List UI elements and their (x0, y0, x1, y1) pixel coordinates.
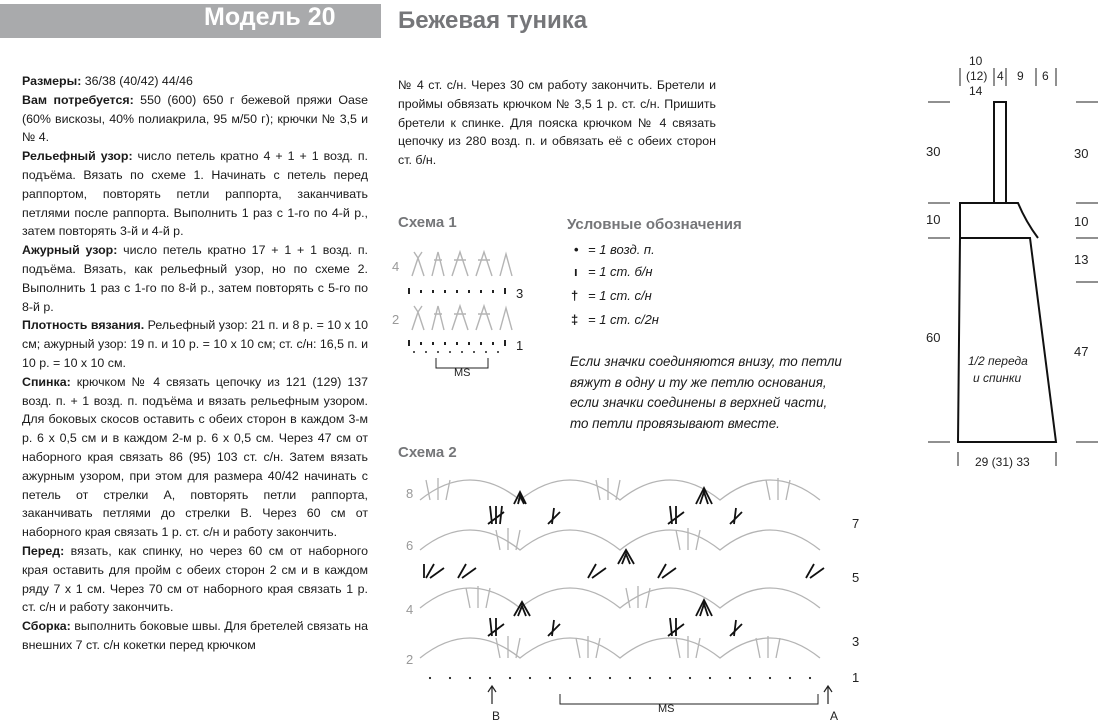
scheme-2-row-3: 3 (852, 634, 860, 649)
tr-symbol: ‡ (571, 312, 579, 327)
scheme-1-row-4: 4 (392, 259, 400, 274)
scheme-2-row-4: 4 (406, 602, 414, 617)
top-size-2: (12) (966, 69, 988, 83)
legend-chain: = 1 возд. п. (588, 242, 655, 257)
legend-sc: = 1 ст. б/н (588, 264, 653, 279)
scheme-2-title: Схема 2 (398, 444, 457, 461)
scheme-2-row-8: 8 (406, 486, 414, 501)
scheme-2-rapport: MS (658, 703, 675, 715)
model-number: Модель 20 (204, 3, 336, 31)
materials-paragraph: Вам потребуется: 550 (600) 650 г бежевой пряжи Oase (60% вискозы, 40% полиакрила, 95 м/50 г); крючки № 3,5 и № 4. (22, 92, 369, 145)
dc-symbol: † (571, 288, 579, 303)
legend-title: Условные обозначения (567, 216, 742, 233)
scheme-2-row-5: 5 (852, 570, 860, 585)
scheme-2-row-7: 7 (852, 516, 860, 531)
right-30: 30 (1074, 146, 1089, 161)
sc-symbol: ı (574, 264, 578, 279)
chain-symbol: • (574, 242, 579, 257)
sizes-paragraph: Размеры: 36/38 (40/42) 44/46 (22, 74, 193, 88)
garment-schematic (920, 50, 1110, 480)
scheme-1-rapport: MS (454, 367, 471, 379)
note-line-1: Если значки соединяются внизу, то петли (570, 354, 842, 369)
lace-pattern-paragraph: Ажурный узор: число петель кратно 17 + 1 + 1 возд. п. подъёма. Вязать, как рельефный узор, но по схеме 2. Выполнить 1 раз с 1-го по 8-й р., затем повторять с 5-го по 8-й р. (22, 243, 369, 314)
note-line-4: то петли провязывают вместе. (570, 415, 780, 431)
top-size-3: 14 (969, 84, 983, 98)
top-4: 4 (997, 69, 1004, 83)
scheme-1-title: Схема 1 (398, 214, 457, 231)
instructions-column-1 (22, 72, 368, 655)
piece-label-1: 1/2 переда (968, 354, 1028, 368)
note-line-2: вяжут в одну и ту же петлю основания, (570, 374, 827, 390)
note-line-3: если значки соединены в верхней части, (570, 395, 828, 411)
top-size-1: 10 (969, 54, 983, 68)
instructions-column-2 (398, 76, 716, 170)
top-9: 9 (1017, 69, 1024, 83)
relief-pattern-paragraph: Рельефный узор: число петель кратно 4 + 1 + 1 возд. п. подъёма. Вязать по схеме 1. Начинать с петель перед раппортом, повторять петли раппорта, заканчивать петлями после раппорта. Выполнить 1 раз с 1-го по 4-й р., затем повторять 3-й и 4-й р. (22, 149, 368, 239)
scheme-1-row-2: 2 (392, 312, 400, 327)
assembly-paragraph: Сборка: выполнить боковые швы. Для бретелей связать на внешних 7 ст. с/н кокетки перед крючком (22, 619, 368, 652)
top-6: 6 (1042, 69, 1049, 83)
right-13: 13 (1074, 252, 1089, 267)
scheme-2-chart (400, 468, 870, 722)
right-47: 47 (1074, 344, 1089, 359)
legend-dc: = 1 ст. с/н (588, 288, 652, 303)
left-60: 60 (926, 330, 941, 345)
scheme-2-row-1: 1 (852, 670, 860, 685)
legend-tr: = 1 ст. с/2н (588, 312, 659, 327)
legend-note (570, 352, 870, 434)
bottom-width: 29 (31) 33 (975, 455, 1030, 469)
assembly-continued: № 4 ст. с/н. Через 30 см работу закончить. Бретели и проймы обвязать крючком № 3,5 1 р. ст. с/н. Пришить бретели к спинке. Для пояска крючком № 4 связать цепочку из 280 возд. п. и обвязать её с обеих сторон ст. б/н. (398, 78, 716, 168)
scheme-1-row-3: 3 (516, 286, 524, 301)
scheme-2-row-2: 2 (406, 652, 414, 667)
left-30: 30 (926, 144, 941, 159)
piece-label-2: и спинки (973, 371, 1022, 385)
scheme-1-row-1: 1 (516, 338, 524, 353)
garment-outline (958, 238, 1056, 442)
right-10: 10 (1074, 214, 1089, 229)
back-paragraph: Спинка: крючком № 4 связать цепочку из 121 (129) 137 возд. п. + 1 возд. п. подъёма и вязать рельефным узором. Для боковых скосов оставить с обеих сторон в каждом 3-м р. 6 x 0,5 см и в каждом 2-м р. 6 x 0,5 см. Через 47 см от наборного края связать 86 (95) 103 ст. с/н. Затем вязать ажурным узором, при этом для размера 40/42 начинать с петель от стрелки А, повторять петли раппорта, заканчивать петлями до стрелки В. Через 60 см от наборного края связать 1 р. ст. с/н и работу закончить. (22, 374, 368, 540)
arrow-b-label: B (492, 709, 501, 722)
scheme-1-chart (388, 238, 538, 380)
front-paragraph: Перед: вязать, как спинку, но через 60 см от наборного края оставить для пройм с обеих сторон 2 см и в каждом ряду 7 x 1 см. Через 70 см от наборного края связать 1 р. ст. с/н и работу закончить. (22, 543, 368, 615)
scheme-2-row-6: 6 (406, 538, 414, 553)
pattern-title: Бежевая туника (398, 7, 588, 34)
gauge-paragraph: Плотность вязания. Рельефный узор: 21 п. и 8 р. = 10 x 10 см; ажурный узор: 19 п. и 10 р. = 10 x 10 см; ст. с/н: 16,5 п. и 10 р. = 10 x 10 см. (22, 318, 368, 370)
arrow-a-label: A (830, 709, 839, 722)
left-10: 10 (926, 212, 941, 227)
